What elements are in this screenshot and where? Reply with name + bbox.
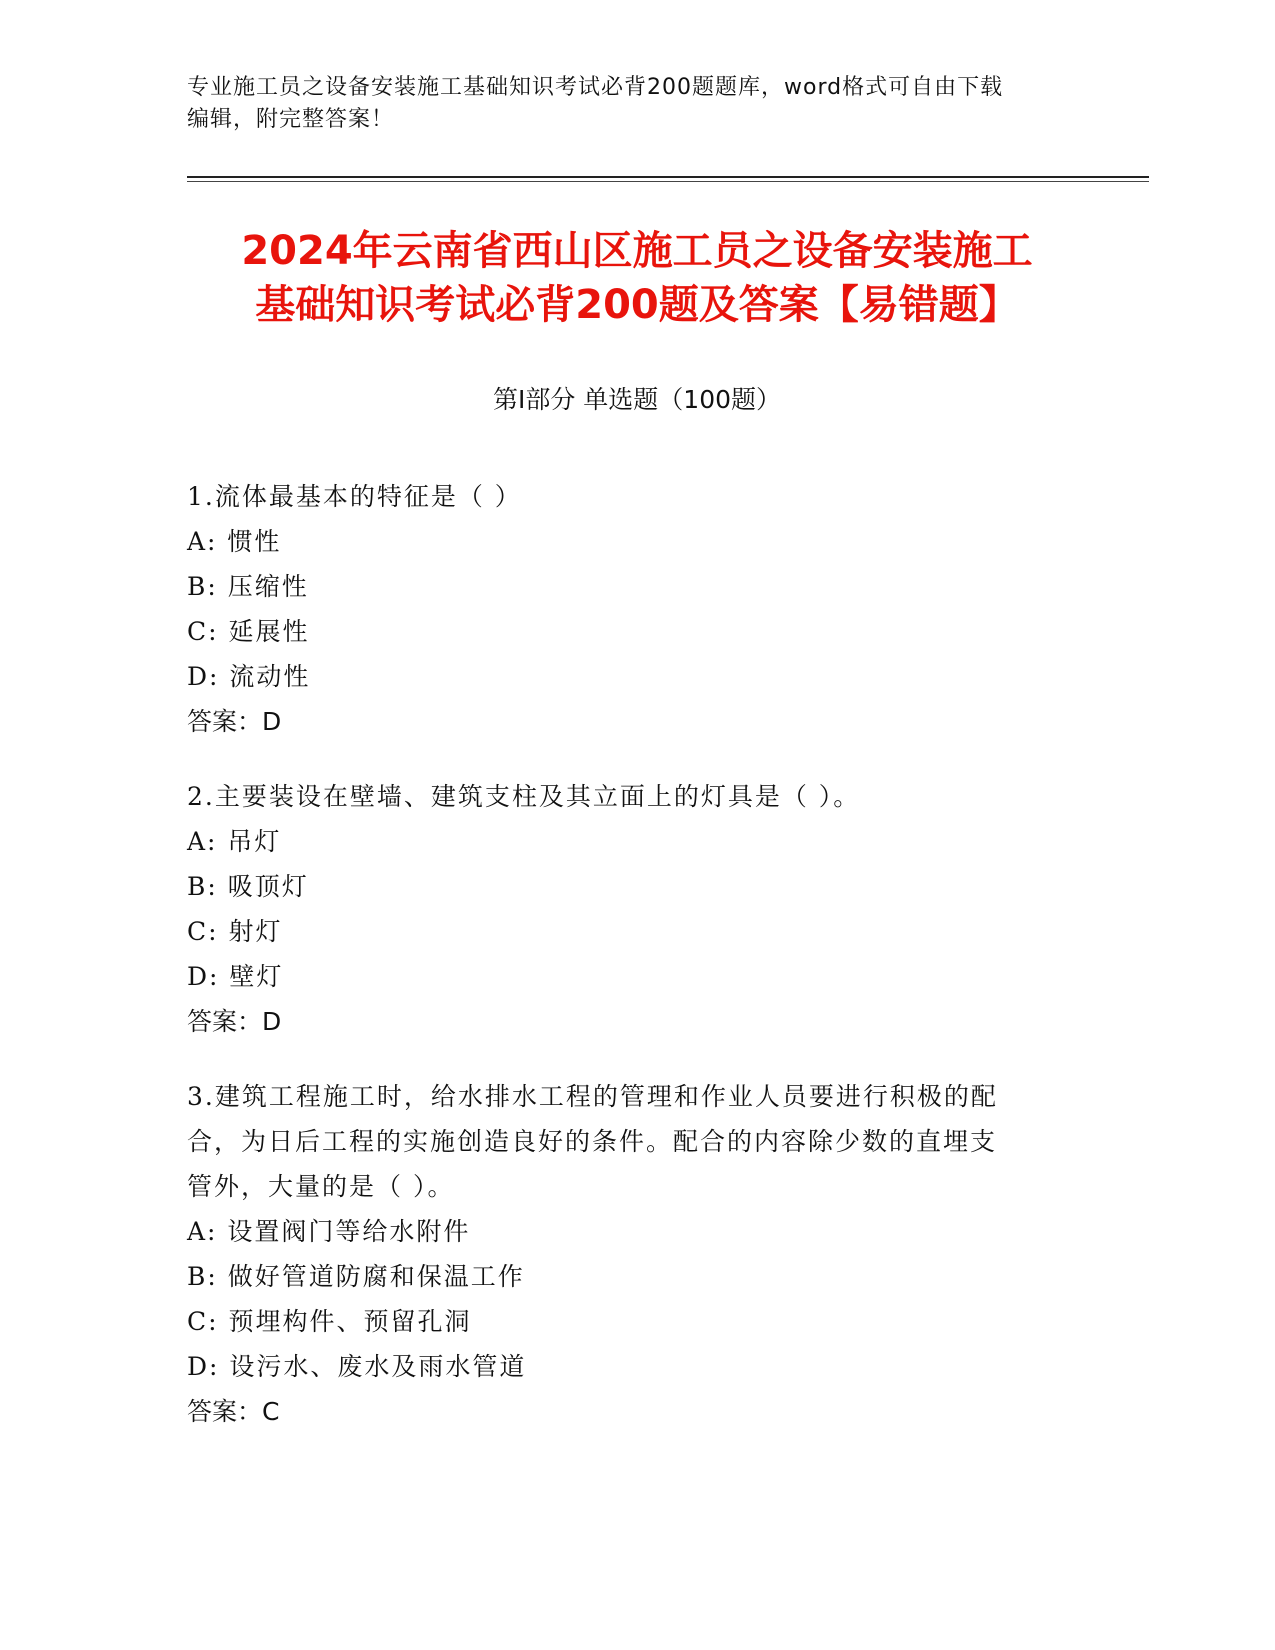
question-stem: 1.流体最基本的特征是（ ） [187,482,522,511]
header-divider-thin [187,181,1149,182]
option-a: A: 惯性 [187,527,282,556]
question-stem-line-1: 3.建筑工程施工时，给水排水工程的管理和作业人员要进行积极的配 [187,1082,998,1111]
header-note [187,72,1087,136]
option-c: C: 延展性 [187,617,310,646]
section-title: 第Ⅰ部分 单选题（100题） [492,385,782,414]
option-a: A: 设置阀门等给水附件 [187,1217,471,1246]
header-divider-thick [187,176,1149,178]
question-3 [187,1074,1067,1434]
question-stem-line-3: 管外，大量的是（ ）。 [187,1172,455,1201]
document-title-line-1: 2024年云南省西山区施工员之设备安装施工 [241,228,1033,274]
answer: 答案：D [187,1007,282,1036]
option-b: B: 吸顶灯 [187,872,309,901]
option-a: A: 吊灯 [187,827,282,856]
option-c: C: 预埋构件、预留孔洞 [187,1307,472,1336]
answer: 答案：D [187,707,282,736]
answer: 答案：C [187,1397,280,1426]
option-d: D: 流动性 [187,662,311,691]
option-c: C: 射灯 [187,917,283,946]
document-title-line-2: 基础知识考试必背200题及答案【易错题】 [255,282,1019,328]
question-stem: 2.主要装设在壁墙、建筑支柱及其立面上的灯具是（ ）。 [187,782,861,811]
question-list [187,474,1067,1464]
header-note-line-2: 编辑，附完整答案！ [187,107,395,132]
question-stem-line-2: 合，为日后工程的实施创造良好的条件。配合的内容除少数的直埋支 [187,1127,998,1156]
option-d: D: 设污水、废水及雨水管道 [187,1352,527,1381]
question-2 [187,774,1067,1044]
option-b: B: 压缩性 [187,572,309,601]
question-1 [187,474,1067,744]
option-b: B: 做好管道防腐和保温工作 [187,1262,525,1291]
document-title [187,224,1087,332]
option-d: D: 壁灯 [187,962,284,991]
header-note-line-1: 专业施工员之设备安装施工基础知识考试必背200题题库，word格式可自由下载 [187,75,1004,100]
